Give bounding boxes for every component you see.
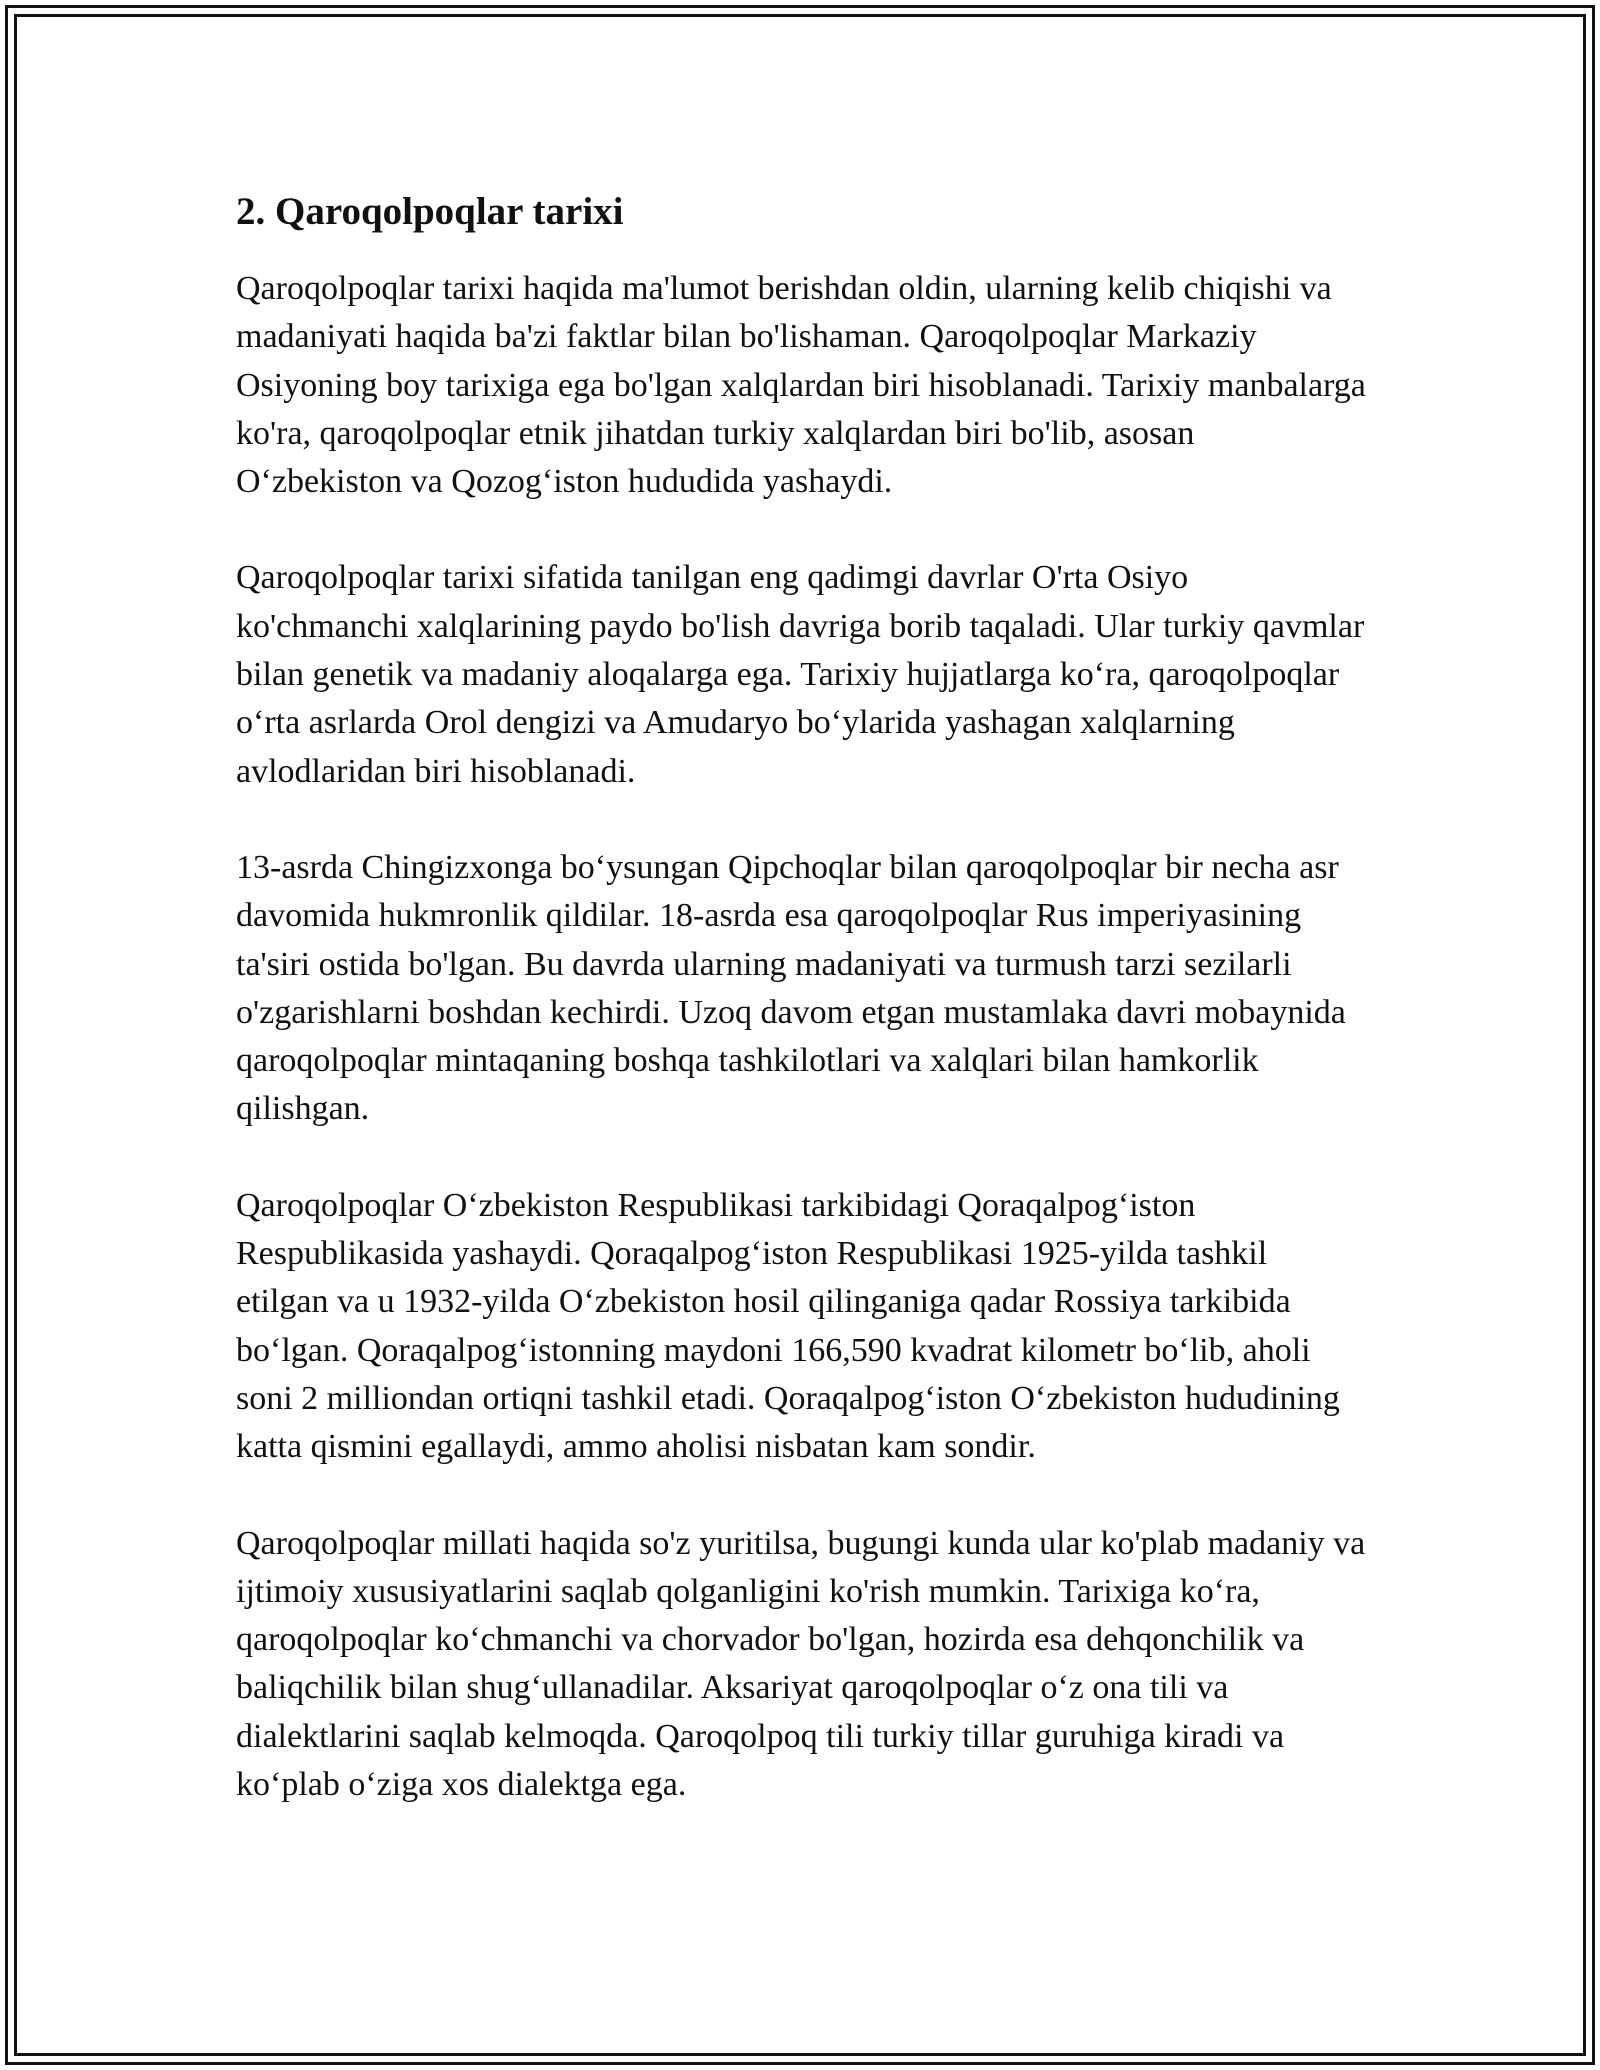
paragraph-culture-language: Qaroqolpoqlar millati haqida so'z yuritilsa, bugungi kunda ular ko'plab madaniy va ijtimoiy xususiyatlarini saqlab qolganligini ko'rish mumkin. Tarixiga ko‘ra, qaroqolpoqlar ko‘chmanchi va chorvador bo'lgan, hozirda esa dehqonchilik va baliqchilik bilan shug‘ullanadilar. Aksariyat qaroqolpoqlar o‘z ona tili va dialektlarini saqlab kelmoqda. Qaroqolpoq tili turkiy tillar guruhiga kiradi va ko‘plab o‘ziga xos dialektga ega.: [236, 1524, 1366, 1804]
section-heading: 2. Qaroqolpoqlar tarixi: [236, 190, 624, 233]
document-body: [236, 186, 1366, 1809]
paragraph-medieval-history: 13-asrda Chingizxonga bo‘ysungan Qipchoqlar bilan qaroqolpoqlar bir necha asr davomida hukmronlik qildilar. 18-asrda esa qaroqolpoqlar Rus imperiyasining ta'siri ostida bo'lgan. Bu davrda ularning madaniyati va turmush tarzi sezilarli o'zgarishlarni boshdan kechirdi. Uzoq davom etgan mustamlaka davri mobaynida qaroqolpoqlar mintaqaning boshqa tashkilotlari va xalqlari bilan hamkorlik qilishgan.: [236, 848, 1346, 1128]
paragraph-origins: Qaroqolpoqlar tarixi haqida ma'lumot berishdan oldin, ularning kelib chiqishi va madaniyati haqida ba'zi faktlar bilan bo'lishaman. Qaroqolpoqlar Markaziy Osiyoning boy tarixiga ega bo'lgan xalqlardan biri hisoblanadi. Tarixiy manbalarga ko'ra, qaroqolpoqlar etnik jihatdan turkiy xalqlardan biri bo'lib, asosan O‘zbekiston va Qozog‘iston hududida yashaydi.: [236, 270, 1366, 501]
paragraph-republic: Qaroqolpoqlar O‘zbekiston Respublikasi tarkibidagi Qoraqalpog‘iston Respublikasida yashaydi. Qoraqalpog‘iston Respublikasi 1925-yilda tashkil etilgan va u 1932-yilda O‘zbekiston hosil qilinganiga qadar Rossiya tarkibida bo‘lgan. Qoraqalpog‘istonning maydoni 166,590 kvadrat kilometr bo‘lib, aholi soni 2 milliondan ortiqni tashkil etadi. Qoraqalpog‘iston O‘zbekiston hududining katta qismini egallaydi, ammo aholisi nisbatan kam sondir.: [236, 1186, 1340, 1466]
paragraph-ancient-history: Qaroqolpoqlar tarixi sifatida tanilgan eng qadimgi davrlar O'rta Osiyo ko'chmanchi xalqlarining paydo bo'lish davriga borib taqaladi. Ular turkiy qavmlar bilan genetik va madaniy aloqalarga ega. Tarixiy hujjatlarga ko‘ra, qaroqolpoqlar o‘rta asrlarda Orol dengizi va Amudaryo bo‘ylarida yashagan xalqlarning avlodlaridan biri hisoblanadi.: [236, 559, 1365, 790]
